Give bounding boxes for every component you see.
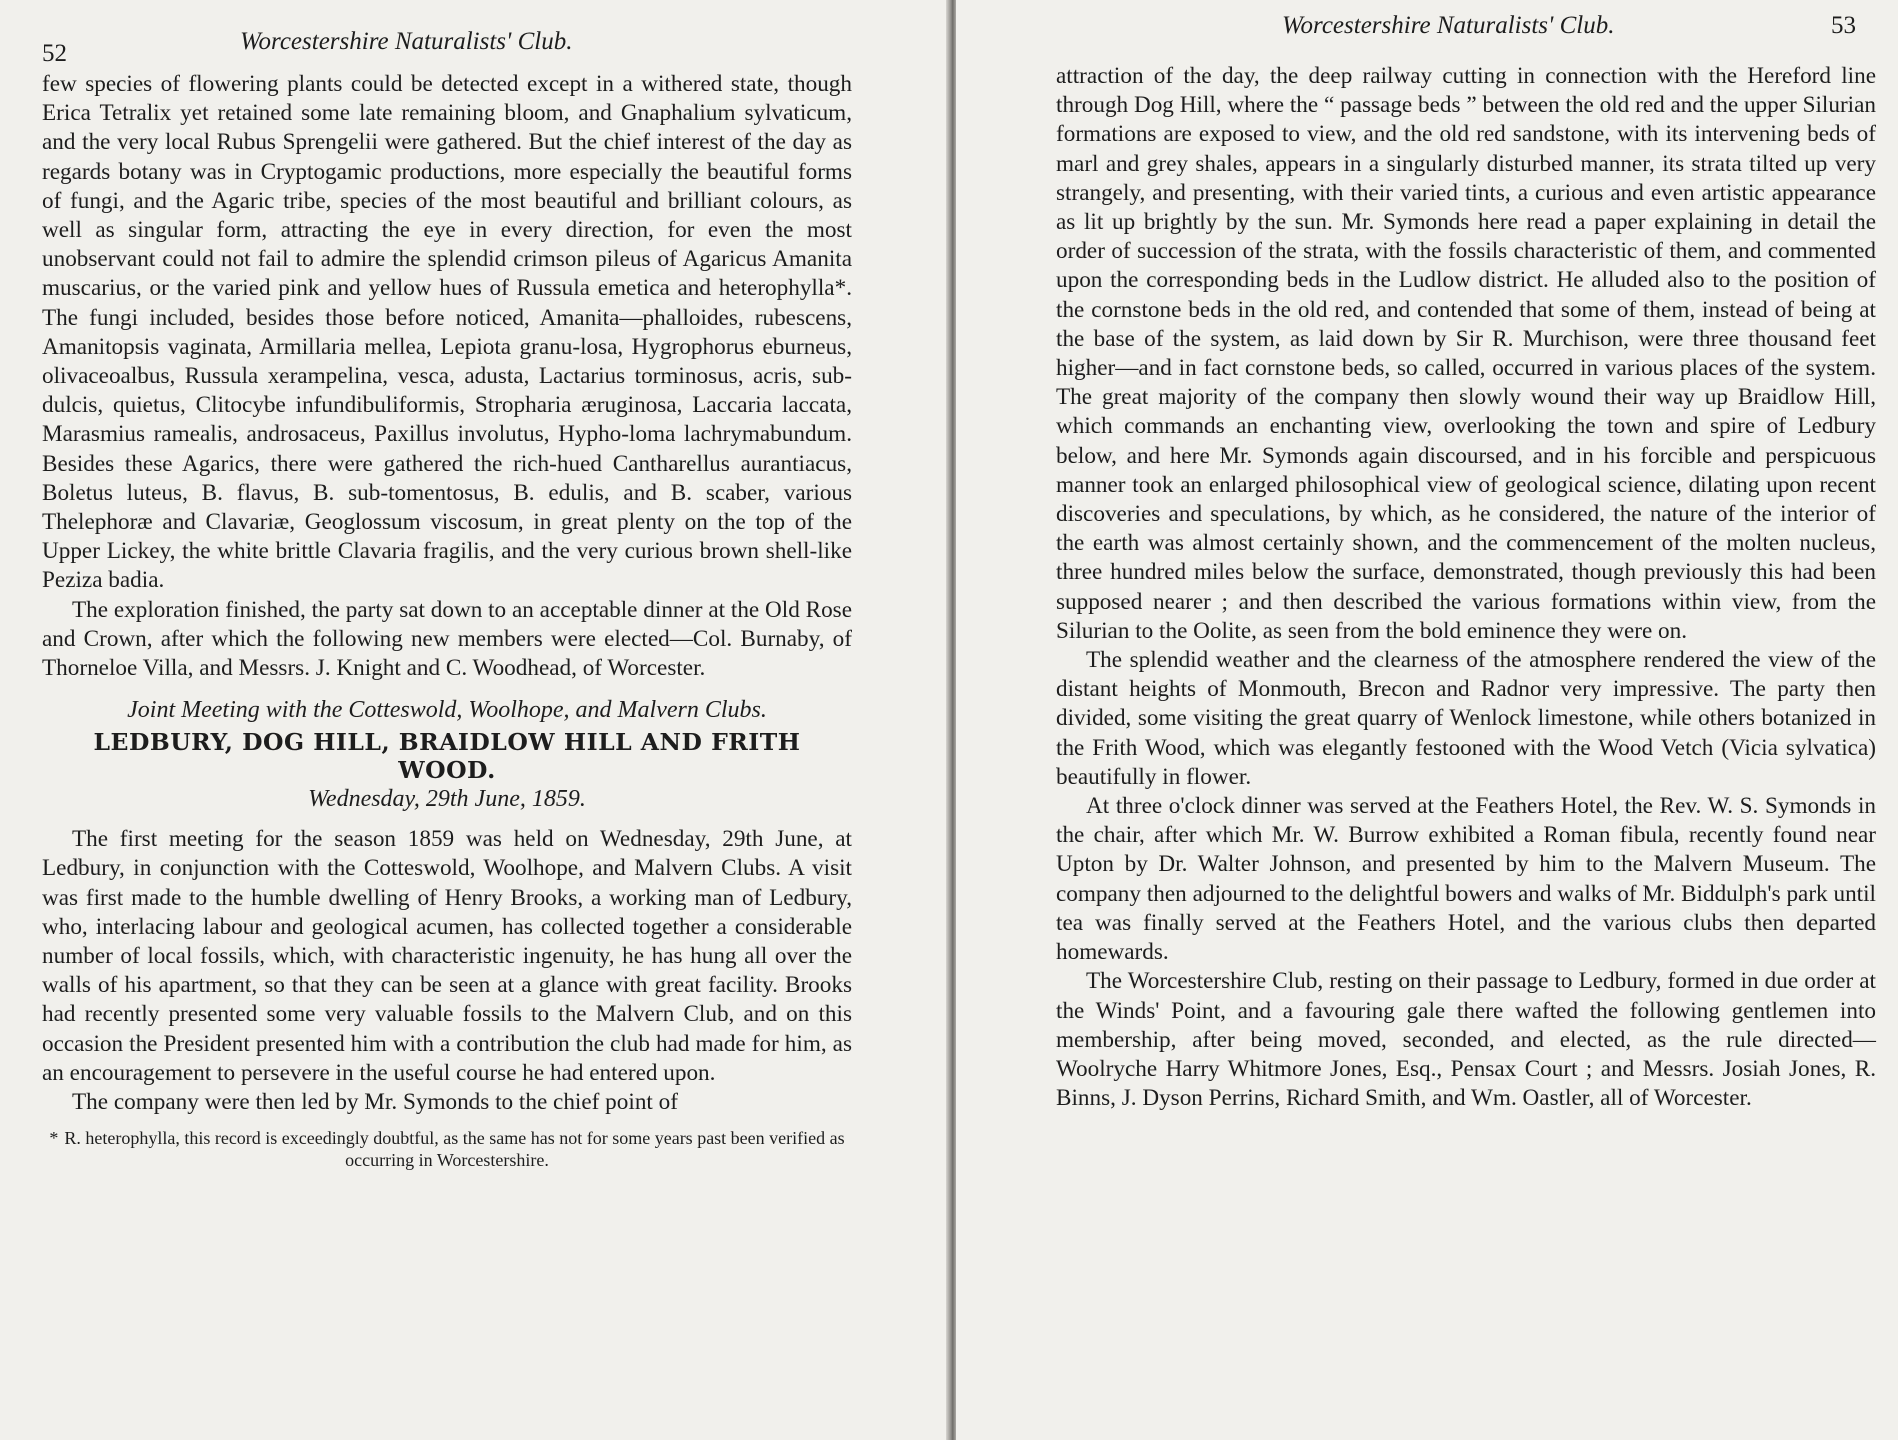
- right-paragraph-1: attraction of the day, the deep railway cutting in connection with the Hereford line through Dog Hill, where the “ passage beds ” between the old red and the upper Silurian formations are exposed to view, and the old red sandstone, with its intervening beds of marl and grey shales, appears in a singularly disturbed manner, its strata tilted up very strangely, and presenting, with their varied tints, a curious and even artistic appearance as lit up brightly by the sun. Mr. Symonds here read a paper explaining in detail the order of succession of the strata, with the fossils characteristic of them, and commented upon the corresponding beds in the Ludlow district. He alluded also to the position of the cornstone beds in the old red, and contended that some of them, instead of being at the base of the system, as laid down by Sir R. Murchison, were three thousand feet higher—and in fact cornstone beds, so called, occurred in various places of the system. The great majority of the company then slowly wound their way up Braidlow Hill, which commands an enchanting view, overlooking the town and spire of Ledbury below, and here Mr. Symonds again discoursed, and in his forcible and perspicuous manner took an enlarged philosophical view of geological science, dilating upon recent discoveries and speculations, by which, as he considered, the nature of the interior of the earth was almost certainly shown, and the commencement of the molten nucleus, three hundred miles below the surface, demonstrated, though previously this had been supposed nearer ; and then described the various formations within view, from the Silurian to the Oolite, as seen from the bold eminence they were on.: [1056, 63, 1876, 644]
- left-paragraph-2: The exploration finished, the party sat down to an acceptable dinner at the Old Rose and Crown, after which the following new members were elected—Col. Burnaby, of Thorneloe Villa, and Messrs. J. Knight and C. Woodhead, of Worcester.: [42, 596, 852, 682]
- right-running-head: [1056, 12, 1880, 62]
- footnote: [42, 1127, 852, 1171]
- right-paragraph-3: At three o'clock dinner was served at the Feathers Hotel, the Rev. W. S. Symonds in the chair, after which Mr. W. Burrow exhibited a Roman fibula, recently found near Upton by Dr. Walter Johnson, and presented by him to the Malvern Museum. The company then adjourned to the delightful bowers and walks of Mr. Biddulph's park until tea was finally served at the Feathers Hotel, and the various clubs then departed homewards.: [1056, 793, 1876, 966]
- section-title: Joint Meeting with the Cotteswold, Woolhope, and Malvern Clubs.: [127, 697, 767, 724]
- right-paragraph-2: The splendid weather and the clearness of the atmosphere rendered the view of the distant heights of Monmouth, Brecon and Radnor very impressive. The party then divided, some visiting the great quarry of Wenlock limestone, while others botanized in the Frith Wood, which was elegantly festooned with the Wood Vetch (Vicia sylvatica) beautifully in flower.: [1056, 647, 1876, 790]
- right-header-title: Worcestershire Naturalists' Club.: [1282, 12, 1615, 39]
- left-paragraph-1: few species of flowering plants could be detected except in a withered state, though Erica Tetralix yet retained some late remaining bloom, and Gnaphalium sylvaticum, and the very local Rubus Sprengelii were gathered. But the chief interest of the day as regards botany was in Cryptogamic productions, more especially the beautiful forms of fungi, and the Agaric tribe, species of the most beautiful and brilliant colours, as well as singular form, attracting the eye in every direction, for even the most unobservant could not fail to admire the splendid crimson pileus of Agaricus Amanita muscarius, or the varied pink and yellow hues of Russula emetica and heterophylla*. The fungi included, besides those before noticed, Amanita—phalloides, rubescens, Amanitopsis vaginata, Armillaria mellea, Lepiota granu-losa, Hygrophorus eburneus, olivaceoalbus, Russula xerampelina, vesca, adusta, Lactarius torminosus, acris, sub-dulcis, quietus, Clitocybe infundibuliformis, Stropharia æruginosa, Laccaria laccata, Marasmius ramealis, androsaceus, Paxillus involutus, Hypho-loma lachrymabundum. Besides these Agarics, there were gathered the rich-hued Cantharellus aurantiacus, Boletus luteus, B. flavus, B. sub-tomentosus, B. edulis, and B. scaber, various Thelephoræ and Clavariæ, Geoglossum viscosum, in great plenty on the top of the Upper Lickey, the white brittle Clavaria fragilis, and the very curious brown shell-like Peziza badia.: [42, 71, 852, 594]
- section-paragraph-2: The company were then led by Mr. Symonds to the chief point of: [72, 1089, 678, 1116]
- left-page-number: 52: [42, 40, 67, 67]
- right-paragraph-4: The Worcestershire Club, resting on their passage to Ledbury, formed in due order at the Winds' Point, and a favouring gale there wafted the following gentlemen into membership, after being moved, seconded, and elected, as the rule directed—Woolryche Harry Whitmore Jones, Esq., Pensax Court ; and Messrs. Josiah Jones, R. Binns, J. Dyson Perrins, Richard Smith, and Wm. Oastler, all of Worcester.: [1056, 968, 1876, 1112]
- footnote-mark: *: [49, 1128, 59, 1149]
- footnote-text: R. heterophylla, this record is exceedingly doubtful, as the same has not for some years past been verified as occurring in Worcestershire.: [64, 1128, 845, 1171]
- section-heading: LEDBURY, DOG HILL, BRAIDLOW HILL AND FRITH WOOD.: [93, 728, 801, 785]
- section-date: Wednesday, 29th June, 1859.: [308, 786, 586, 813]
- left-header-title: Worcestershire Naturalists' Club.: [240, 28, 573, 55]
- right-page: [956, 0, 1898, 1440]
- left-running-head: [42, 20, 910, 70]
- right-page-number: 53: [1831, 12, 1856, 39]
- section-paragraph-1: The first meeting for the season 1859 was held on Wednesday, 29th June, at Ledbury, in conjunction with the Cotteswold, Woolhope, and Malvern Clubs. A visit was first made to the humble dwelling of Henry Brooks, a working man of Ledbury, who, interlacing labour and geological acumen, has collected together a considerable number of local fossils, which, with characteristic ingenuity, he has hung all over the walls of his apartment, so that they can be seen at a glance with great facility. Brooks had recently presented some very valuable fossils to the Malvern Club, and on this occasion the President presented him with a contribution the club had made for him, as an encouragement to persevere in the useful course he had entered upon.: [42, 826, 852, 1086]
